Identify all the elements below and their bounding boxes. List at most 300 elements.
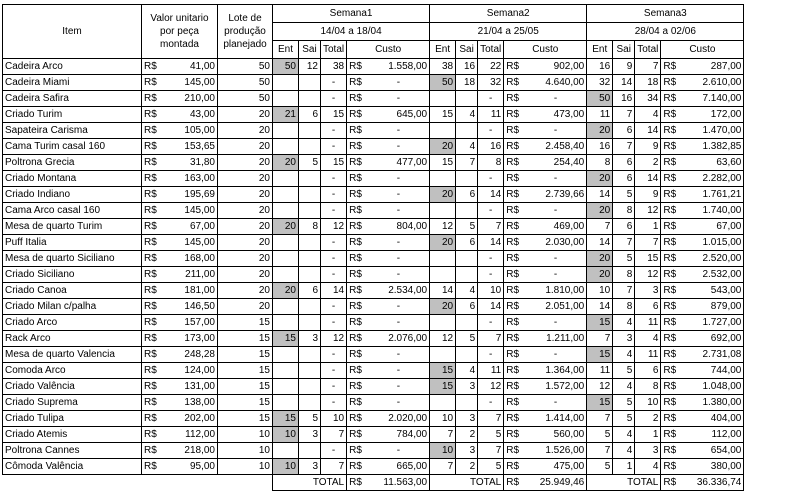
- cell-sai[interactable]: [456, 123, 478, 139]
- cell-price[interactable]: 31,80: [168, 155, 218, 171]
- cell-sai[interactable]: 3: [299, 331, 321, 347]
- cell-price[interactable]: 67,00: [168, 219, 218, 235]
- cell-sai[interactable]: 3: [613, 331, 635, 347]
- cell-sai[interactable]: 4: [456, 283, 478, 299]
- cell-lot[interactable]: 20: [218, 139, 273, 155]
- cell-total[interactable]: -: [478, 347, 504, 363]
- cell-lot[interactable]: 20: [218, 235, 273, 251]
- totals-value-week-3[interactable]: 36.336,74: [682, 475, 744, 491]
- cell-total[interactable]: 11: [478, 363, 504, 379]
- cell-custo-currency[interactable]: R$: [661, 59, 682, 75]
- cell-custo[interactable]: 1.740,00: [682, 203, 744, 219]
- cell-custo-currency[interactable]: R$: [661, 171, 682, 187]
- cell-custo-currency[interactable]: R$: [661, 155, 682, 171]
- cell-sai[interactable]: 8: [613, 203, 635, 219]
- cell-sai[interactable]: [456, 251, 478, 267]
- cell-sai[interactable]: [456, 315, 478, 331]
- cell-custo-currency[interactable]: R$: [504, 315, 525, 331]
- cell-total[interactable]: -: [321, 171, 347, 187]
- cell-custo-currency[interactable]: R$: [661, 443, 682, 459]
- cell-price-currency[interactable]: R$: [142, 59, 168, 75]
- cell-custo[interactable]: -: [368, 267, 430, 283]
- cell-custo[interactable]: -: [368, 315, 430, 331]
- cell-sai[interactable]: 5: [456, 331, 478, 347]
- cell-price[interactable]: 145,00: [168, 75, 218, 91]
- cell-price[interactable]: 95,00: [168, 459, 218, 475]
- cell-price-currency[interactable]: R$: [142, 411, 168, 427]
- header-week-1-total[interactable]: Total: [321, 41, 347, 59]
- cell-sai[interactable]: 6: [299, 283, 321, 299]
- cell-custo[interactable]: -: [368, 187, 430, 203]
- cell-sai[interactable]: [456, 267, 478, 283]
- cell-total[interactable]: 15: [321, 155, 347, 171]
- cell-custo-currency[interactable]: R$: [347, 267, 368, 283]
- cell-lot[interactable]: 50: [218, 59, 273, 75]
- cell-ent[interactable]: 32: [587, 75, 613, 91]
- cell-custo[interactable]: 879,00: [682, 299, 744, 315]
- cell-custo[interactable]: 1.526,00: [525, 443, 587, 459]
- cell-price-currency[interactable]: R$: [142, 219, 168, 235]
- cell-custo[interactable]: -: [525, 171, 587, 187]
- cell-price-currency[interactable]: R$: [142, 427, 168, 443]
- cell-custo[interactable]: 692,00: [682, 331, 744, 347]
- cell-custo-currency[interactable]: R$: [347, 395, 368, 411]
- cell-price[interactable]: 211,00: [168, 267, 218, 283]
- cell-lot[interactable]: 15: [218, 347, 273, 363]
- cell-total[interactable]: -: [478, 123, 504, 139]
- cell-custo-currency[interactable]: R$: [661, 219, 682, 235]
- cell-custo[interactable]: 2.051,00: [525, 299, 587, 315]
- cell-custo-currency[interactable]: R$: [504, 187, 525, 203]
- cell-sai[interactable]: [299, 75, 321, 91]
- cell-total[interactable]: 15: [635, 251, 661, 267]
- cell-sai[interactable]: 2: [456, 427, 478, 443]
- cell-sai[interactable]: [299, 443, 321, 459]
- cell-price-currency[interactable]: R$: [142, 363, 168, 379]
- cell-total[interactable]: 14: [635, 171, 661, 187]
- cell-item[interactable]: Criado Montana: [3, 171, 142, 187]
- cell-custo[interactable]: -: [368, 123, 430, 139]
- cell-price[interactable]: 218,00: [168, 443, 218, 459]
- cell-custo[interactable]: 1.470,00: [682, 123, 744, 139]
- header-week-2[interactable]: Semana2: [430, 5, 587, 23]
- cell-custo[interactable]: 112,00: [682, 427, 744, 443]
- cell-price[interactable]: 105,00: [168, 123, 218, 139]
- cell-sai[interactable]: [299, 123, 321, 139]
- cell-sai[interactable]: 5: [613, 187, 635, 203]
- cell-price[interactable]: 112,00: [168, 427, 218, 443]
- cell-custo[interactable]: 477,00: [368, 155, 430, 171]
- cell-custo-currency[interactable]: R$: [347, 315, 368, 331]
- cell-custo-currency[interactable]: R$: [661, 91, 682, 107]
- cell-custo[interactable]: -: [368, 251, 430, 267]
- cell-total[interactable]: 18: [635, 75, 661, 91]
- cell-total[interactable]: 9: [635, 187, 661, 203]
- header-week-3[interactable]: Semana3: [587, 5, 744, 23]
- cell-custo[interactable]: 2.076,00: [368, 331, 430, 347]
- cell-lot[interactable]: 20: [218, 155, 273, 171]
- cell-ent[interactable]: [430, 91, 456, 107]
- cell-total[interactable]: 14: [478, 299, 504, 315]
- cell-item[interactable]: Cômoda Valência: [3, 459, 142, 475]
- cell-sai[interactable]: 6: [456, 187, 478, 203]
- cell-total[interactable]: 12: [321, 331, 347, 347]
- cell-sai[interactable]: 7: [613, 107, 635, 123]
- cell-custo-currency[interactable]: R$: [504, 459, 525, 475]
- cell-ent[interactable]: [273, 299, 299, 315]
- header-unit-value[interactable]: [142, 5, 218, 59]
- cell-custo[interactable]: -: [368, 443, 430, 459]
- cell-item[interactable]: Rack Arco: [3, 331, 142, 347]
- cell-price-currency[interactable]: R$: [142, 203, 168, 219]
- cell-total[interactable]: -: [321, 139, 347, 155]
- header-week-3-sai[interactable]: Sai: [613, 41, 635, 59]
- cell-total[interactable]: 22: [478, 59, 504, 75]
- cell-ent[interactable]: [430, 203, 456, 219]
- cell-custo[interactable]: 404,00: [682, 411, 744, 427]
- cell-custo-currency[interactable]: R$: [661, 315, 682, 331]
- cell-custo-currency[interactable]: R$: [504, 427, 525, 443]
- cell-ent[interactable]: [273, 251, 299, 267]
- cell-custo-currency[interactable]: R$: [347, 235, 368, 251]
- cell-sai[interactable]: 9: [613, 59, 635, 75]
- cell-custo[interactable]: 287,00: [682, 59, 744, 75]
- header-week-1[interactable]: Semana1: [273, 5, 430, 23]
- cell-ent[interactable]: 20: [273, 155, 299, 171]
- cell-sai[interactable]: [299, 379, 321, 395]
- totals-currency-week-1[interactable]: R$: [347, 475, 368, 491]
- cell-price[interactable]: 202,00: [168, 411, 218, 427]
- cell-lot[interactable]: 15: [218, 379, 273, 395]
- cell-sai[interactable]: 4: [613, 427, 635, 443]
- cell-custo-currency[interactable]: R$: [504, 379, 525, 395]
- cell-custo[interactable]: -: [525, 267, 587, 283]
- cell-total[interactable]: 34: [635, 91, 661, 107]
- header-week-2-sai[interactable]: Sai: [456, 41, 478, 59]
- cell-price[interactable]: 248,28: [168, 347, 218, 363]
- cell-custo-currency[interactable]: R$: [504, 203, 525, 219]
- cell-price[interactable]: 145,00: [168, 203, 218, 219]
- cell-sai[interactable]: [299, 251, 321, 267]
- cell-lot[interactable]: 20: [218, 267, 273, 283]
- cell-price-currency[interactable]: R$: [142, 171, 168, 187]
- cell-custo[interactable]: 469,00: [525, 219, 587, 235]
- cell-ent[interactable]: [430, 171, 456, 187]
- cell-price[interactable]: 41,00: [168, 59, 218, 75]
- cell-ent[interactable]: 14: [587, 235, 613, 251]
- cell-lot[interactable]: 10: [218, 443, 273, 459]
- cell-ent[interactable]: 8: [587, 155, 613, 171]
- totals-value-week-2[interactable]: 25.949,46: [525, 475, 587, 491]
- cell-custo-currency[interactable]: R$: [347, 347, 368, 363]
- cell-sai[interactable]: [299, 187, 321, 203]
- cell-total[interactable]: 4: [635, 331, 661, 347]
- cell-item[interactable]: Mesa de quarto Valencia: [3, 347, 142, 363]
- cell-custo[interactable]: -: [525, 203, 587, 219]
- cell-custo[interactable]: 560,00: [525, 427, 587, 443]
- cell-custo-currency[interactable]: R$: [661, 363, 682, 379]
- cell-ent[interactable]: 12: [430, 331, 456, 347]
- cell-price[interactable]: 145,00: [168, 235, 218, 251]
- totals-label-week-1[interactable]: TOTAL: [273, 475, 347, 491]
- cell-item[interactable]: Comoda Arco: [3, 363, 142, 379]
- cell-custo-currency[interactable]: R$: [504, 171, 525, 187]
- cell-total[interactable]: 9: [635, 139, 661, 155]
- cell-sai[interactable]: 6: [613, 219, 635, 235]
- cell-sai[interactable]: 3: [456, 379, 478, 395]
- cell-total[interactable]: 10: [635, 395, 661, 411]
- cell-total[interactable]: -: [321, 235, 347, 251]
- cell-sai[interactable]: 7: [456, 155, 478, 171]
- cell-sai[interactable]: 2: [456, 459, 478, 475]
- cell-total[interactable]: -: [321, 299, 347, 315]
- cell-price[interactable]: 210,00: [168, 91, 218, 107]
- cell-sai[interactable]: 4: [613, 379, 635, 395]
- cell-total[interactable]: -: [321, 75, 347, 91]
- cell-custo-currency[interactable]: R$: [661, 203, 682, 219]
- cell-total[interactable]: 12: [321, 219, 347, 235]
- header-week-2-custo[interactable]: Custo: [504, 41, 587, 59]
- cell-ent[interactable]: [273, 443, 299, 459]
- cell-sai[interactable]: [299, 267, 321, 283]
- cell-total[interactable]: 14: [321, 283, 347, 299]
- cell-custo[interactable]: 2.030,00: [525, 235, 587, 251]
- cell-ent[interactable]: 20: [587, 123, 613, 139]
- cell-total[interactable]: 5: [478, 459, 504, 475]
- cell-custo-currency[interactable]: R$: [661, 379, 682, 395]
- cell-sai[interactable]: 6: [299, 107, 321, 123]
- cell-custo[interactable]: 475,00: [525, 459, 587, 475]
- cell-custo-currency[interactable]: R$: [661, 251, 682, 267]
- cell-total[interactable]: 7: [478, 219, 504, 235]
- cell-ent[interactable]: 50: [430, 75, 456, 91]
- cell-custo[interactable]: 744,00: [682, 363, 744, 379]
- cell-ent[interactable]: [273, 75, 299, 91]
- cell-custo[interactable]: 1.727,00: [682, 315, 744, 331]
- cell-ent[interactable]: 10: [587, 283, 613, 299]
- cell-total[interactable]: -: [321, 123, 347, 139]
- cell-total[interactable]: 6: [635, 299, 661, 315]
- cell-custo-currency[interactable]: R$: [504, 155, 525, 171]
- cell-price-currency[interactable]: R$: [142, 187, 168, 203]
- cell-lot[interactable]: 20: [218, 299, 273, 315]
- header-week-1-sai[interactable]: Sai: [299, 41, 321, 59]
- cell-sai[interactable]: [456, 395, 478, 411]
- cell-price[interactable]: 173,00: [168, 331, 218, 347]
- cell-price-currency[interactable]: R$: [142, 235, 168, 251]
- cell-custo-currency[interactable]: R$: [661, 331, 682, 347]
- cell-custo[interactable]: 254,40: [525, 155, 587, 171]
- cell-custo-currency[interactable]: R$: [504, 107, 525, 123]
- cell-custo[interactable]: 2.458,40: [525, 139, 587, 155]
- cell-total[interactable]: 10: [321, 411, 347, 427]
- cell-custo-currency[interactable]: R$: [347, 123, 368, 139]
- cell-total[interactable]: 3: [635, 283, 661, 299]
- cell-item[interactable]: Criado Turim: [3, 107, 142, 123]
- cell-ent[interactable]: 20: [430, 299, 456, 315]
- cell-custo[interactable]: -: [368, 139, 430, 155]
- cell-total[interactable]: 14: [635, 123, 661, 139]
- cell-lot[interactable]: 20: [218, 187, 273, 203]
- cell-total[interactable]: 2: [635, 411, 661, 427]
- cell-total[interactable]: 11: [635, 347, 661, 363]
- header-week-3-ent[interactable]: Ent: [587, 41, 613, 59]
- cell-sai[interactable]: 5: [613, 363, 635, 379]
- cell-price[interactable]: 43,00: [168, 107, 218, 123]
- cell-total[interactable]: 6: [635, 363, 661, 379]
- cell-total[interactable]: 38: [321, 59, 347, 75]
- cell-custo-currency[interactable]: R$: [504, 139, 525, 155]
- cell-total[interactable]: -: [478, 315, 504, 331]
- cell-price-currency[interactable]: R$: [142, 251, 168, 267]
- cell-custo-currency[interactable]: R$: [347, 91, 368, 107]
- cell-custo-currency[interactable]: R$: [347, 139, 368, 155]
- cell-total[interactable]: -: [321, 315, 347, 331]
- cell-ent[interactable]: [430, 395, 456, 411]
- cell-total[interactable]: -: [321, 395, 347, 411]
- cell-total[interactable]: 1: [635, 219, 661, 235]
- cell-custo-currency[interactable]: R$: [347, 219, 368, 235]
- cell-sai[interactable]: 4: [613, 443, 635, 459]
- cell-custo-currency[interactable]: R$: [661, 411, 682, 427]
- cell-sai[interactable]: 3: [456, 411, 478, 427]
- cell-custo-currency[interactable]: R$: [661, 187, 682, 203]
- cell-ent[interactable]: 12: [587, 379, 613, 395]
- cell-custo[interactable]: 1.211,00: [525, 331, 587, 347]
- cell-item[interactable]: Criado Milan c/palha: [3, 299, 142, 315]
- cell-custo[interactable]: -: [525, 251, 587, 267]
- cell-ent[interactable]: 20: [430, 187, 456, 203]
- cell-lot[interactable]: 20: [218, 203, 273, 219]
- cell-custo[interactable]: 4.640,00: [525, 75, 587, 91]
- cell-ent[interactable]: 10: [430, 411, 456, 427]
- totals-currency-week-3[interactable]: R$: [661, 475, 682, 491]
- cell-total[interactable]: 11: [635, 315, 661, 331]
- cell-ent[interactable]: 20: [430, 235, 456, 251]
- cell-custo-currency[interactable]: R$: [504, 251, 525, 267]
- cell-sai[interactable]: 7: [613, 139, 635, 155]
- cell-item[interactable]: Mesa de quarto Turim: [3, 219, 142, 235]
- cell-price[interactable]: 131,00: [168, 379, 218, 395]
- cell-custo[interactable]: -: [525, 395, 587, 411]
- cell-sai[interactable]: 5: [299, 411, 321, 427]
- cell-sai[interactable]: 4: [456, 107, 478, 123]
- cell-sai[interactable]: [456, 347, 478, 363]
- cell-custo-currency[interactable]: R$: [661, 235, 682, 251]
- cell-custo[interactable]: -: [368, 363, 430, 379]
- cell-custo[interactable]: 1.380,00: [682, 395, 744, 411]
- cell-price-currency[interactable]: R$: [142, 459, 168, 475]
- cell-ent[interactable]: 20: [587, 267, 613, 283]
- cell-custo-currency[interactable]: R$: [347, 283, 368, 299]
- cell-custo[interactable]: 67,00: [682, 219, 744, 235]
- cell-ent[interactable]: 20: [587, 251, 613, 267]
- cell-ent[interactable]: [273, 235, 299, 251]
- cell-total[interactable]: 32: [478, 75, 504, 91]
- cell-sai[interactable]: 7: [613, 235, 635, 251]
- cell-total[interactable]: 7: [635, 235, 661, 251]
- cell-item[interactable]: Cadeira Arco: [3, 59, 142, 75]
- cell-item[interactable]: Criado Atemis: [3, 427, 142, 443]
- cell-sai[interactable]: 6: [456, 299, 478, 315]
- cell-custo-currency[interactable]: R$: [661, 283, 682, 299]
- cell-sai[interactable]: [299, 91, 321, 107]
- cell-custo-currency[interactable]: R$: [347, 427, 368, 443]
- cell-custo-currency[interactable]: R$: [504, 395, 525, 411]
- cell-custo-currency[interactable]: R$: [347, 171, 368, 187]
- cell-ent[interactable]: [273, 91, 299, 107]
- cell-sai[interactable]: [299, 203, 321, 219]
- cell-custo-currency[interactable]: R$: [504, 235, 525, 251]
- cell-total[interactable]: -: [321, 363, 347, 379]
- cell-sai[interactable]: [456, 91, 478, 107]
- cell-ent[interactable]: 20: [587, 203, 613, 219]
- cell-sai[interactable]: 3: [456, 443, 478, 459]
- cell-custo[interactable]: 1.558,00: [368, 59, 430, 75]
- cell-total[interactable]: 14: [478, 235, 504, 251]
- cell-lot[interactable]: 20: [218, 219, 273, 235]
- cell-item[interactable]: Cadeira Safira: [3, 91, 142, 107]
- cell-custo-currency[interactable]: R$: [504, 283, 525, 299]
- cell-total[interactable]: 7: [478, 411, 504, 427]
- cell-sai[interactable]: 14: [613, 75, 635, 91]
- cell-item[interactable]: Cama Turim casal 160: [3, 139, 142, 155]
- cell-ent[interactable]: [430, 315, 456, 331]
- cell-sai[interactable]: 4: [613, 315, 635, 331]
- cell-total[interactable]: -: [478, 267, 504, 283]
- cell-sai[interactable]: [456, 203, 478, 219]
- cell-lot[interactable]: 20: [218, 107, 273, 123]
- cell-ent[interactable]: [430, 123, 456, 139]
- cell-custo[interactable]: 172,00: [682, 107, 744, 123]
- cell-custo-currency[interactable]: R$: [504, 59, 525, 75]
- cell-total[interactable]: 8: [635, 379, 661, 395]
- cell-total[interactable]: 12: [635, 203, 661, 219]
- cell-ent[interactable]: 12: [430, 219, 456, 235]
- cell-sai[interactable]: 6: [613, 171, 635, 187]
- cell-lot[interactable]: 50: [218, 91, 273, 107]
- cell-price[interactable]: 124,00: [168, 363, 218, 379]
- cell-sai[interactable]: 8: [299, 219, 321, 235]
- totals-label-week-3[interactable]: TOTAL: [587, 475, 661, 491]
- cell-ent[interactable]: [273, 187, 299, 203]
- cell-custo-currency[interactable]: R$: [347, 107, 368, 123]
- totals-value-week-1[interactable]: 11.563,00: [368, 475, 430, 491]
- header-week-3-custo[interactable]: Custo: [661, 41, 744, 59]
- cell-custo[interactable]: 2.610,00: [682, 75, 744, 91]
- cell-sai[interactable]: [299, 299, 321, 315]
- cell-custo[interactable]: 654,00: [682, 443, 744, 459]
- cell-custo-currency[interactable]: R$: [347, 187, 368, 203]
- cell-custo-currency[interactable]: R$: [347, 411, 368, 427]
- cell-ent[interactable]: 20: [273, 283, 299, 299]
- cell-sai[interactable]: 6: [456, 235, 478, 251]
- cell-ent[interactable]: 7: [430, 427, 456, 443]
- cell-custo-currency[interactable]: R$: [504, 75, 525, 91]
- cell-sai[interactable]: 1: [613, 459, 635, 475]
- cell-lot[interactable]: 10: [218, 459, 273, 475]
- cell-item[interactable]: Criado Valência: [3, 379, 142, 395]
- cell-custo[interactable]: 1.015,00: [682, 235, 744, 251]
- cell-sai[interactable]: 18: [456, 75, 478, 91]
- cell-lot[interactable]: 20: [218, 171, 273, 187]
- cell-ent[interactable]: [430, 267, 456, 283]
- cell-total[interactable]: 4: [635, 459, 661, 475]
- cell-price-currency[interactable]: R$: [142, 299, 168, 315]
- header-week-1-range[interactable]: 14/04 a 18/04: [273, 23, 430, 41]
- cell-price-currency[interactable]: R$: [142, 443, 168, 459]
- cell-price[interactable]: 181,00: [168, 283, 218, 299]
